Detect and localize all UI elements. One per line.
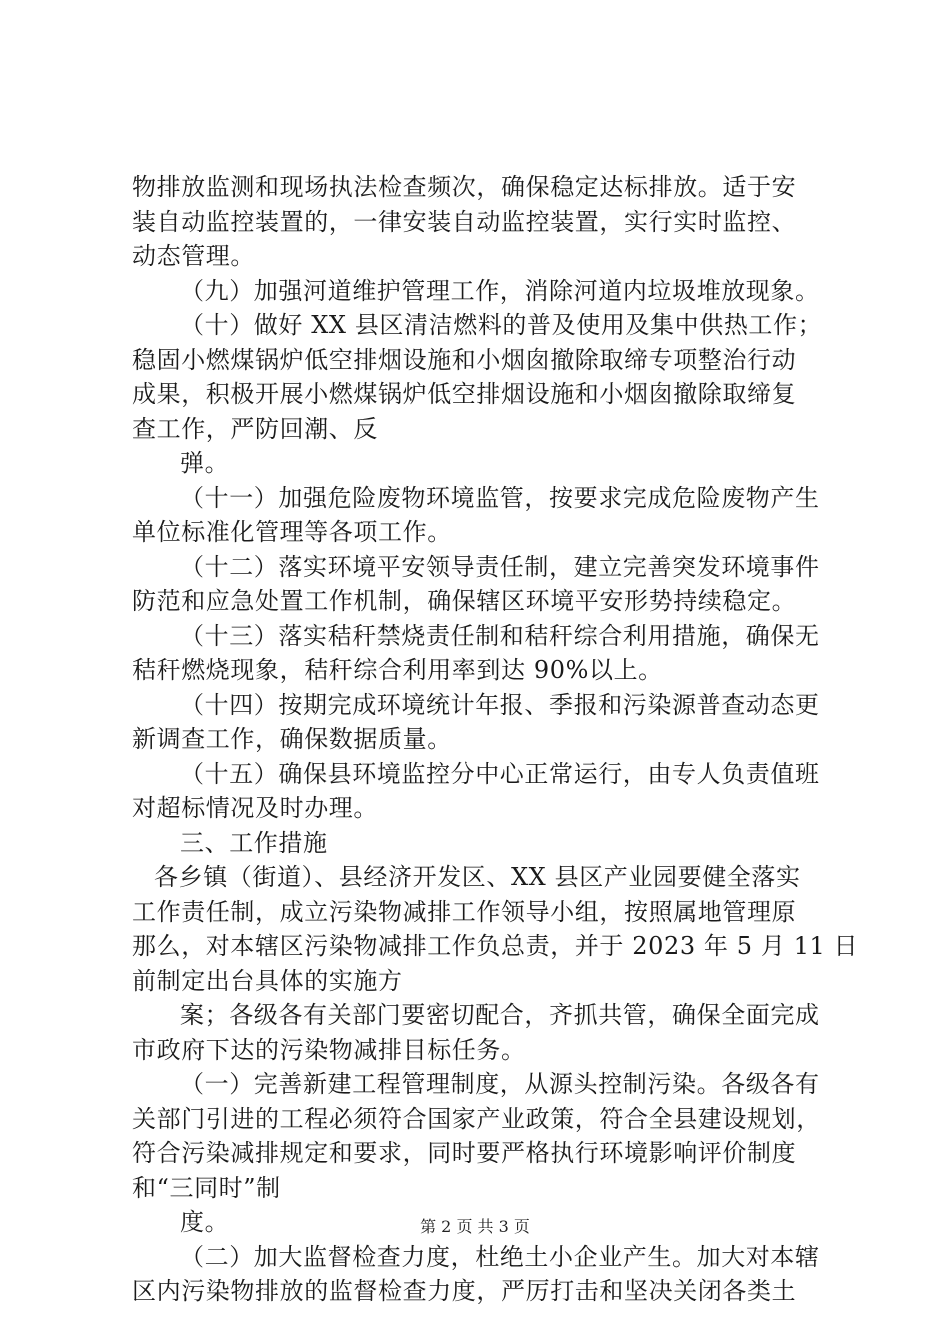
text-line: 单位标准化管理等各项工作。 <box>132 518 452 546</box>
text-line: 三、工作措施 <box>180 828 328 857</box>
text-line: 那么，对本辖区污染物减排工作负总责，并于 2023 年 5 月 11 日 <box>132 932 859 960</box>
text-line: 案；各级各有关部门要密切配合，齐抓共管，确保全面完成 <box>180 1001 820 1029</box>
text-line: （十五）确保县环境监控分中心正常运行，由专人负责值班 <box>180 759 820 788</box>
text-line: 度。 <box>180 1208 230 1236</box>
text-line: 市政府下达的污染物减排目标任务。 <box>132 1035 526 1064</box>
text-line: 各乡镇（街道）、县经济开发区、XX 县区产业园要健全落实 <box>154 863 801 891</box>
text-line: （二）加大监督检查力度，杜绝土小企业产生。加大对本辖 <box>180 1242 820 1271</box>
text-line: 动态管理。 <box>132 242 255 270</box>
text-line: 弹。 <box>180 449 230 477</box>
text-line: 和“三同时”制 <box>132 1173 281 1202</box>
text-line: 稳固小燃煤锅炉低空排烟设施和小烟囱撤除取缔专项整治行动 <box>132 345 797 374</box>
text-line: （十三）落实秸秆禁烧责任制和秸秆综合利用措施，确保无 <box>180 621 820 650</box>
text-line: 物排放监测和现场执法检查频次，确保稳定达标排放。适于安 <box>132 173 797 201</box>
page-footer <box>0 1214 950 1237</box>
text-line: 新调查工作，确保数据质量。 <box>132 725 452 753</box>
text-line: （十二）落实环境平安领导责任制，建立完善突发环境事件 <box>180 552 820 581</box>
text-line: 区内污染物排放的监督检查力度，严厉打击和坚决关闭各类土 <box>132 1277 797 1305</box>
text-line: 装自动监控装置的，一律安装自动监控装置，实行实时监控、 <box>132 207 797 236</box>
text-line: 符合污染减排规定和要求，同时要严格执行环境影响评价制度 <box>132 1139 797 1167</box>
text-line: （十四）按期完成环境统计年报、季报和污染源普查动态更 <box>180 690 820 719</box>
document-body <box>132 170 859 1309</box>
text-line: 工作责任制，成立污染物减排工作领导小组，按照属地管理原 <box>132 897 797 926</box>
text-line: 前制定出台具体的实施方 <box>132 966 403 995</box>
text-line: （十）做好 XX 县区清洁燃料的普及使用及集中供热工作； <box>180 311 823 339</box>
text-line: 关部门引进的工程必须符合国家产业政策，符合全县建设规划， <box>132 1104 821 1133</box>
text-line: 秸秆燃烧现象，秸秆综合利用率到达 90%以上。 <box>132 656 663 684</box>
text-line: 查工作，严防回潮、反 <box>132 414 378 443</box>
text-line: 防范和应急处置工作机制，确保辖区环境平安形势持续稳定。 <box>132 587 797 615</box>
text-line: （一）完善新建工程管理制度，从源头控制污染。各级各有 <box>180 1070 820 1098</box>
text-line: （九）加强河道维护管理工作，消除河道内垃圾堆放现象。 <box>180 276 820 305</box>
text-line: （十一）加强危险废物环境监管，按要求完成危险废物产生 <box>180 483 820 512</box>
text-line: 成果，积极开展小燃煤锅炉低空排烟设施和小烟囱撤除取缔复 <box>132 380 797 408</box>
text-line: 对超标情况及时办理。 <box>132 794 378 822</box>
page-number-label: 第 2 页 共 3 页 <box>420 1217 530 1236</box>
